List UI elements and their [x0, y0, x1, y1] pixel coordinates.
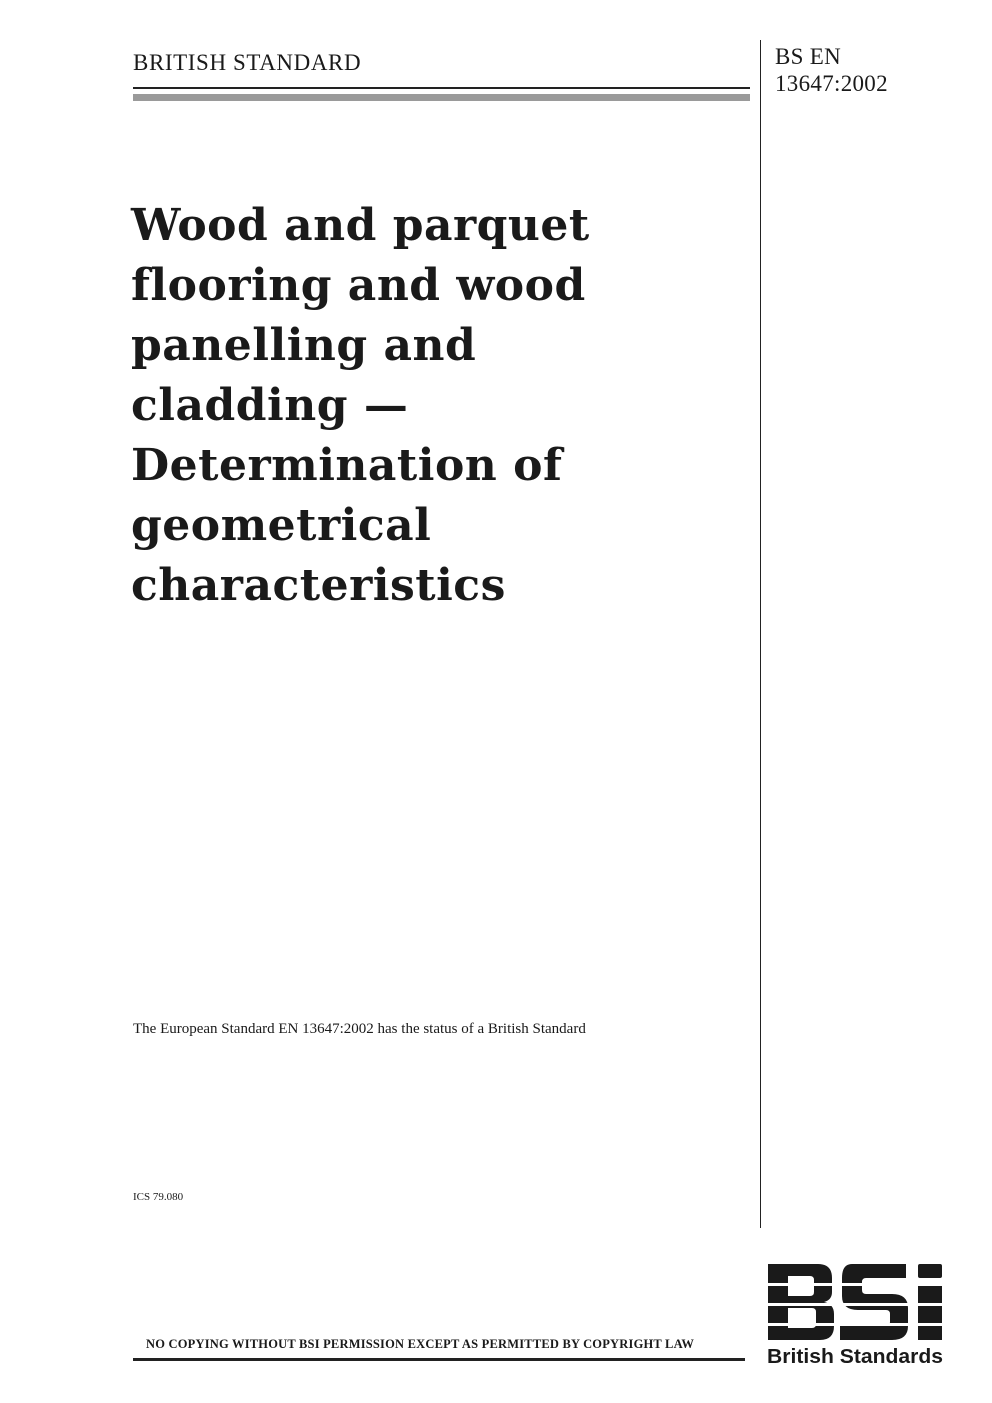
ics-code: ICS 79.080 — [133, 1191, 184, 1203]
document-number-text: BS EN 13647:2002 — [775, 44, 888, 96]
footer-rule — [133, 1358, 745, 1361]
bsi-logo-caption: British Standards — [767, 1345, 943, 1368]
status-note: The European Standard EN 13647:2002 has the status of a British Standard — [133, 1021, 586, 1037]
header-rule-thick — [133, 94, 750, 101]
document-number — [775, 43, 888, 97]
bsi-logo — [766, 1262, 946, 1368]
copyright-notice: NO COPYING WITHOUT BSI PERMISSION EXCEPT AS PERMITTED BY COPYRIGHT LAW — [146, 1337, 695, 1351]
series-label: BRITISH STANDARD — [133, 50, 362, 75]
bsi-logo-mark — [768, 1264, 942, 1340]
header-rule-thin — [133, 87, 750, 89]
document-title: Wood and parquet flooring and wood panelling and cladding — Determination of geometrical characteristics — [131, 200, 590, 611]
vertical-divider — [760, 40, 761, 1228]
